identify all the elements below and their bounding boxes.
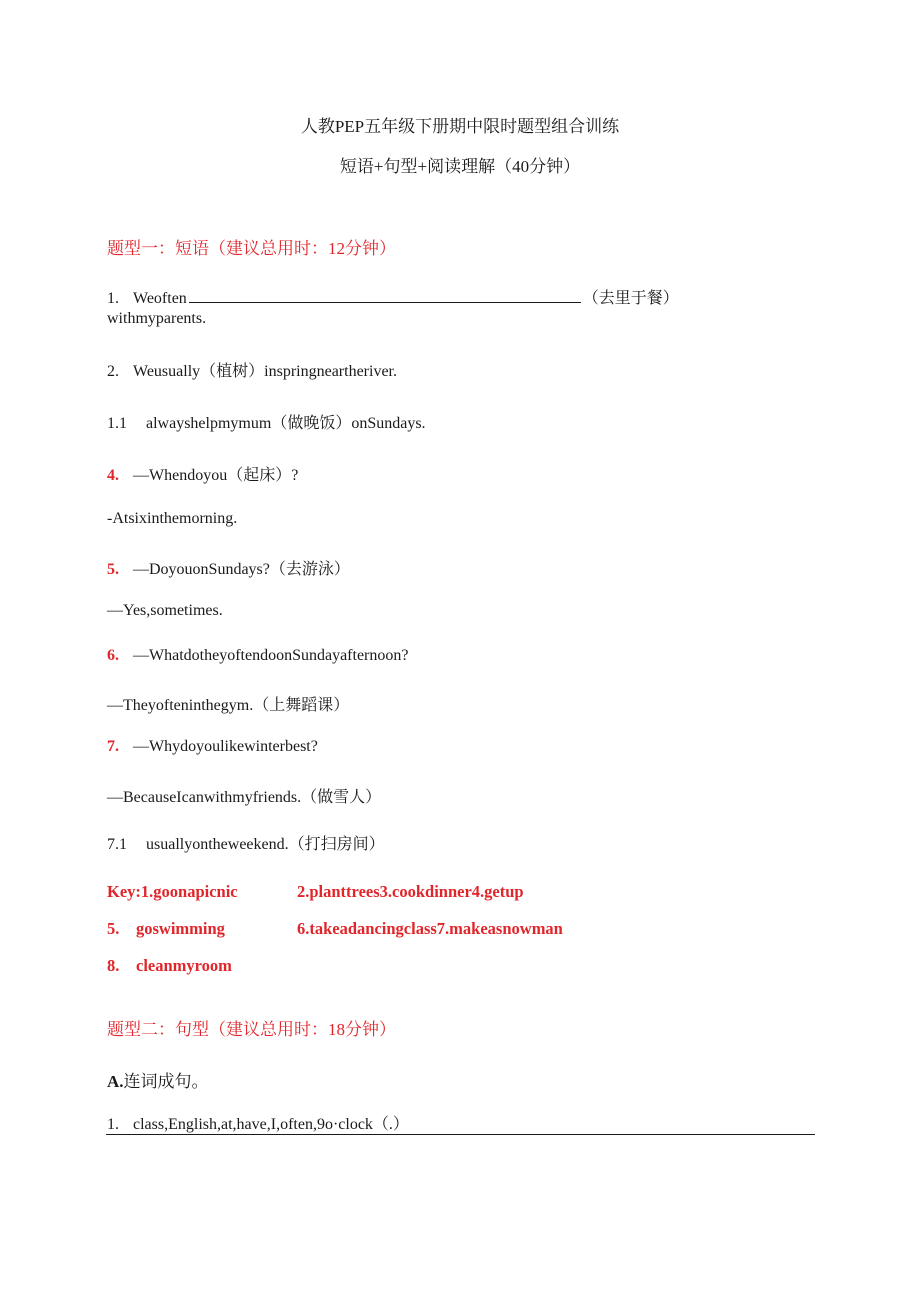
- page-title-text: 人教PEP五年级下册期中限时题型组合训练: [300, 117, 620, 136]
- section2-question-1: [107, 1111, 409, 1134]
- question-2-text: Weusually（植树）inspringneartheriver.: [133, 363, 397, 380]
- question-4: [107, 462, 298, 485]
- section2-heading: 题型二：句型（建议总用时：18分钟）: [107, 1020, 396, 1039]
- answer-key-line-3: [107, 956, 232, 976]
- answer-key-3-number: 8.: [107, 956, 120, 975]
- question-7-number: 7.: [107, 738, 119, 755]
- question-7-text: —Whydoyoulikewinterbest?: [133, 738, 318, 755]
- question-8-number: 7.1: [107, 836, 127, 853]
- question-6: [107, 647, 408, 665]
- question-2: [107, 358, 397, 381]
- question-8: [107, 831, 385, 854]
- answer-key-line-1: [107, 882, 524, 902]
- question-8-text: usuallyontheweekend.（打扫房间）: [146, 836, 385, 853]
- page-subtitle-text: 短语+句型+阅读理解（40分钟）: [339, 157, 581, 176]
- question-1-prefix: Weoften: [133, 290, 187, 307]
- answer-key-1a: Key:1.goonapicnic: [107, 882, 238, 901]
- question-5-answer: —Yes,sometimes.: [107, 602, 223, 619]
- section1-heading: 题型一：短语（建议总用时：12分钟）: [107, 239, 396, 258]
- question-4-text: —Whendoyou（起床）?: [133, 467, 299, 484]
- part-a-heading: [107, 1067, 209, 1092]
- question-6-number: 6.: [107, 647, 119, 664]
- question-5: [107, 556, 350, 579]
- question-2-number: 2.: [107, 363, 119, 380]
- page-subtitle: [0, 152, 920, 177]
- answer-key-1b: 2.planttrees3.cookdinner4.getup: [297, 882, 524, 901]
- question-4-number: 4.: [107, 467, 119, 484]
- page-title: [0, 112, 920, 137]
- answer-key-line-2: [107, 919, 563, 939]
- section2-question-1-number: 1.: [107, 1116, 119, 1133]
- question-1-number: 1.: [107, 290, 119, 307]
- answer-key-3a: cleanmyroom: [136, 956, 232, 975]
- answer-blank: [189, 288, 581, 303]
- question-4-answer: -Atsixinthemorning.: [107, 510, 238, 527]
- question-6-answer: —Theyofteninthegym.（上舞蹈课）: [107, 697, 350, 714]
- question-3: [107, 410, 426, 433]
- question-3-text: alwayshelpmymum（做晚饭）onSundays.: [146, 415, 426, 432]
- question-1-hint: （去里于餐）: [582, 290, 679, 307]
- question-5-number: 5.: [107, 561, 119, 578]
- section2-question-1-text: class,English,at,have,I,often,9o·clock（.）: [133, 1116, 409, 1133]
- question-7: [107, 738, 318, 756]
- question-6-text: —WhatdotheyoftendoonSundayafternoon?: [133, 647, 409, 664]
- answer-line: [106, 1134, 815, 1135]
- question-3-number: 1.1: [107, 415, 127, 432]
- question-7-answer: —BecauseIcanwithmyfriends.（做雪人）: [107, 789, 382, 806]
- part-a-text: 连词成句。: [123, 1072, 209, 1091]
- question-1-continuation: withmyparents.: [107, 310, 207, 327]
- answer-key-2-number: 5.: [107, 919, 120, 938]
- question-1: [107, 285, 679, 308]
- part-a-label: A.: [107, 1072, 124, 1091]
- answer-key-2a: goswimming: [136, 919, 225, 938]
- question-5-text: —DoyouonSundays?（去游泳）: [133, 561, 350, 578]
- answer-key-2b: 6.takeadancingclass7.makeasnowman: [297, 919, 563, 938]
